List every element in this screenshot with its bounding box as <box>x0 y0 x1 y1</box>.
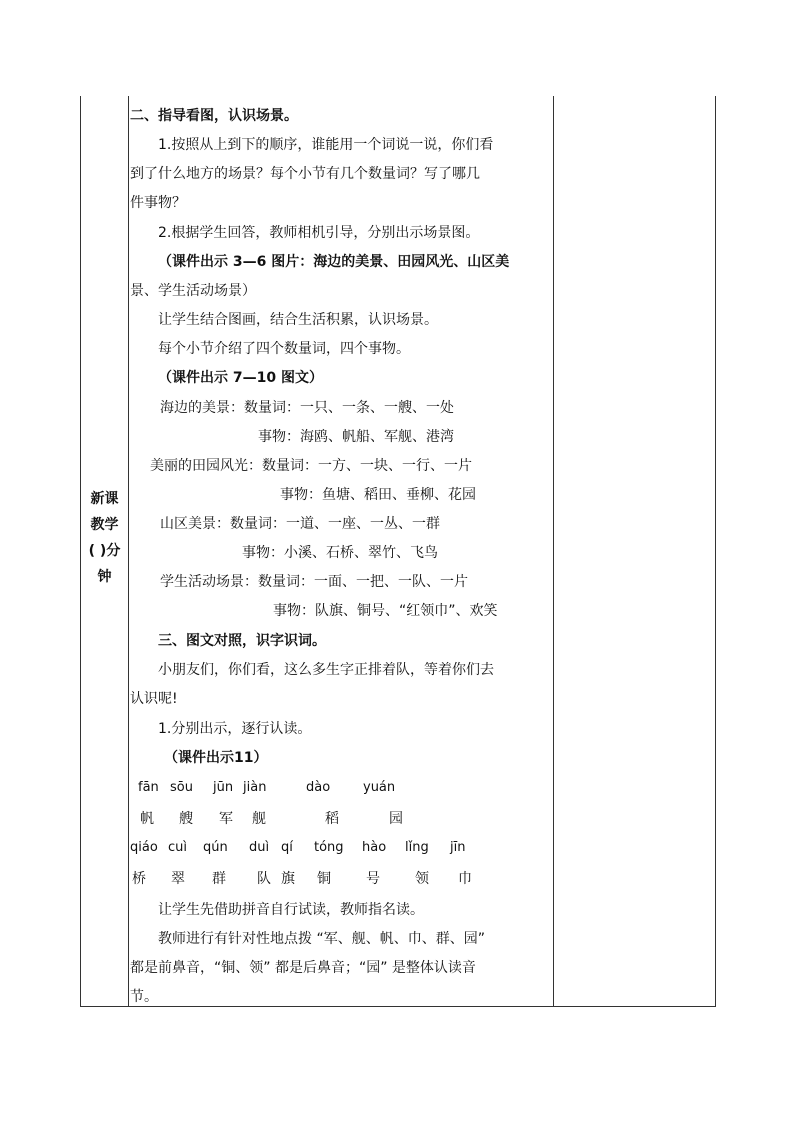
pinyin: yuán <box>363 780 396 795</box>
character: 舰 <box>252 811 266 827</box>
character: 群 <box>212 871 226 887</box>
pinyin: jīn <box>450 840 466 855</box>
paragraph-line: 让学生结合图画，结合生活积累，认识场景。 <box>158 312 438 328</box>
section-label-line: 教学 <box>90 517 119 533</box>
section-label-cell <box>81 486 128 590</box>
paragraph-line: 让学生先借助拼音自行试读，教师指名读。 <box>158 902 424 918</box>
paragraph-line: 认识呢! <box>130 691 178 707</box>
scene-things: 事物：小溪、石桥、翠竹、飞鸟 <box>242 545 438 561</box>
paragraph-line: 教师进行有针对性地点拨 “军、舰、帆、巾、群、园” <box>158 931 485 947</box>
paragraph-line: 节。 <box>130 989 158 1005</box>
lesson-table <box>80 96 716 1007</box>
paragraph-line: 每个小节介绍了四个数量词，四个事物。 <box>158 341 410 357</box>
character: 巾 <box>458 871 472 887</box>
courseware-note: （课件出示 3—6 图片：海边的美景、田园风光、山区美 <box>158 254 510 270</box>
scene-things: 事物：队旗、铜号、“红领巾”、欢笑 <box>273 603 498 619</box>
pinyin: sōu <box>170 780 193 795</box>
paragraph-line: 小朋友们，你们看，这么多生字正排着队，等着你们去 <box>158 662 494 678</box>
character: 艘 <box>179 811 193 827</box>
scene-quantifiers: 学生活动场景：数量词：一面、一把、一队、一片 <box>160 574 468 590</box>
pinyin: qí <box>281 840 293 855</box>
pinyin: tóng <box>314 840 344 855</box>
character: 桥 <box>132 871 146 887</box>
section-heading: 二、指导看图，认识场景。 <box>130 108 298 124</box>
column-divider-right <box>553 96 554 1006</box>
scene-things: 事物：鱼塘、稻田、垂柳、花园 <box>280 487 476 503</box>
scene-quantifiers: 海边的美景：数量词：一只、一条、一艘、一处 <box>160 400 454 416</box>
paragraph-line: 1.按照从上到下的顺序，谁能用一个词说一说，你们看 <box>158 137 494 153</box>
paragraph-line: 1.分别出示，逐行认读。 <box>158 721 312 737</box>
pinyin: jiàn <box>243 780 267 795</box>
character: 号 <box>366 871 380 887</box>
paragraph-line: 到了什么地方的场景？每个小节有几个数量词？写了哪几 <box>130 166 480 182</box>
section-heading: 三、图文对照，识字识词。 <box>158 633 326 649</box>
character: 翠 <box>171 871 185 887</box>
section-label-line: 新课 <box>90 491 119 507</box>
scene-things: 事物：海鸥、帆船、军舰、港湾 <box>258 429 454 445</box>
section-label-line: ( )分 <box>88 543 121 559</box>
scene-quantifiers: 山区美景：数量词：一道、一座、一丛、一群 <box>160 516 440 532</box>
pinyin: hào <box>362 840 387 855</box>
character: 领 <box>415 871 429 887</box>
paragraph-line: 都是前鼻音，“铜、领” 都是后鼻音；“园” 是整体认读音 <box>130 960 476 976</box>
column-divider-left <box>128 96 129 1006</box>
character: 帆 <box>140 811 154 827</box>
character: 军 <box>219 811 233 827</box>
pinyin: duì <box>249 840 270 855</box>
scene-quantifiers: 美丽的田园风光：数量词：一方、一块、一行、一片 <box>150 458 472 474</box>
pinyin: fān <box>138 780 159 795</box>
pinyin: jūn <box>213 780 234 795</box>
character: 铜 <box>317 871 331 887</box>
pinyin: dào <box>306 780 331 795</box>
section-label-line: 钟 <box>97 569 112 585</box>
character: 园 <box>389 811 403 827</box>
paragraph-line: 景、学生活动场景） <box>130 283 256 299</box>
pinyin: cuì <box>168 840 187 855</box>
paragraph-line: 件事物？ <box>130 195 186 211</box>
pinyin: qiáo <box>130 840 158 855</box>
character: 旗 <box>281 871 295 887</box>
courseware-note: （课件出示 7—10 图文） <box>158 370 323 386</box>
paragraph-line: 2.根据学生回答，教师相机引导，分别出示场景图。 <box>158 225 480 241</box>
pinyin: lǐng <box>405 840 429 855</box>
character: 稻 <box>325 811 339 827</box>
pinyin: qún <box>203 840 228 855</box>
character: 队 <box>257 871 271 887</box>
courseware-note: （课件出示11） <box>164 750 268 766</box>
